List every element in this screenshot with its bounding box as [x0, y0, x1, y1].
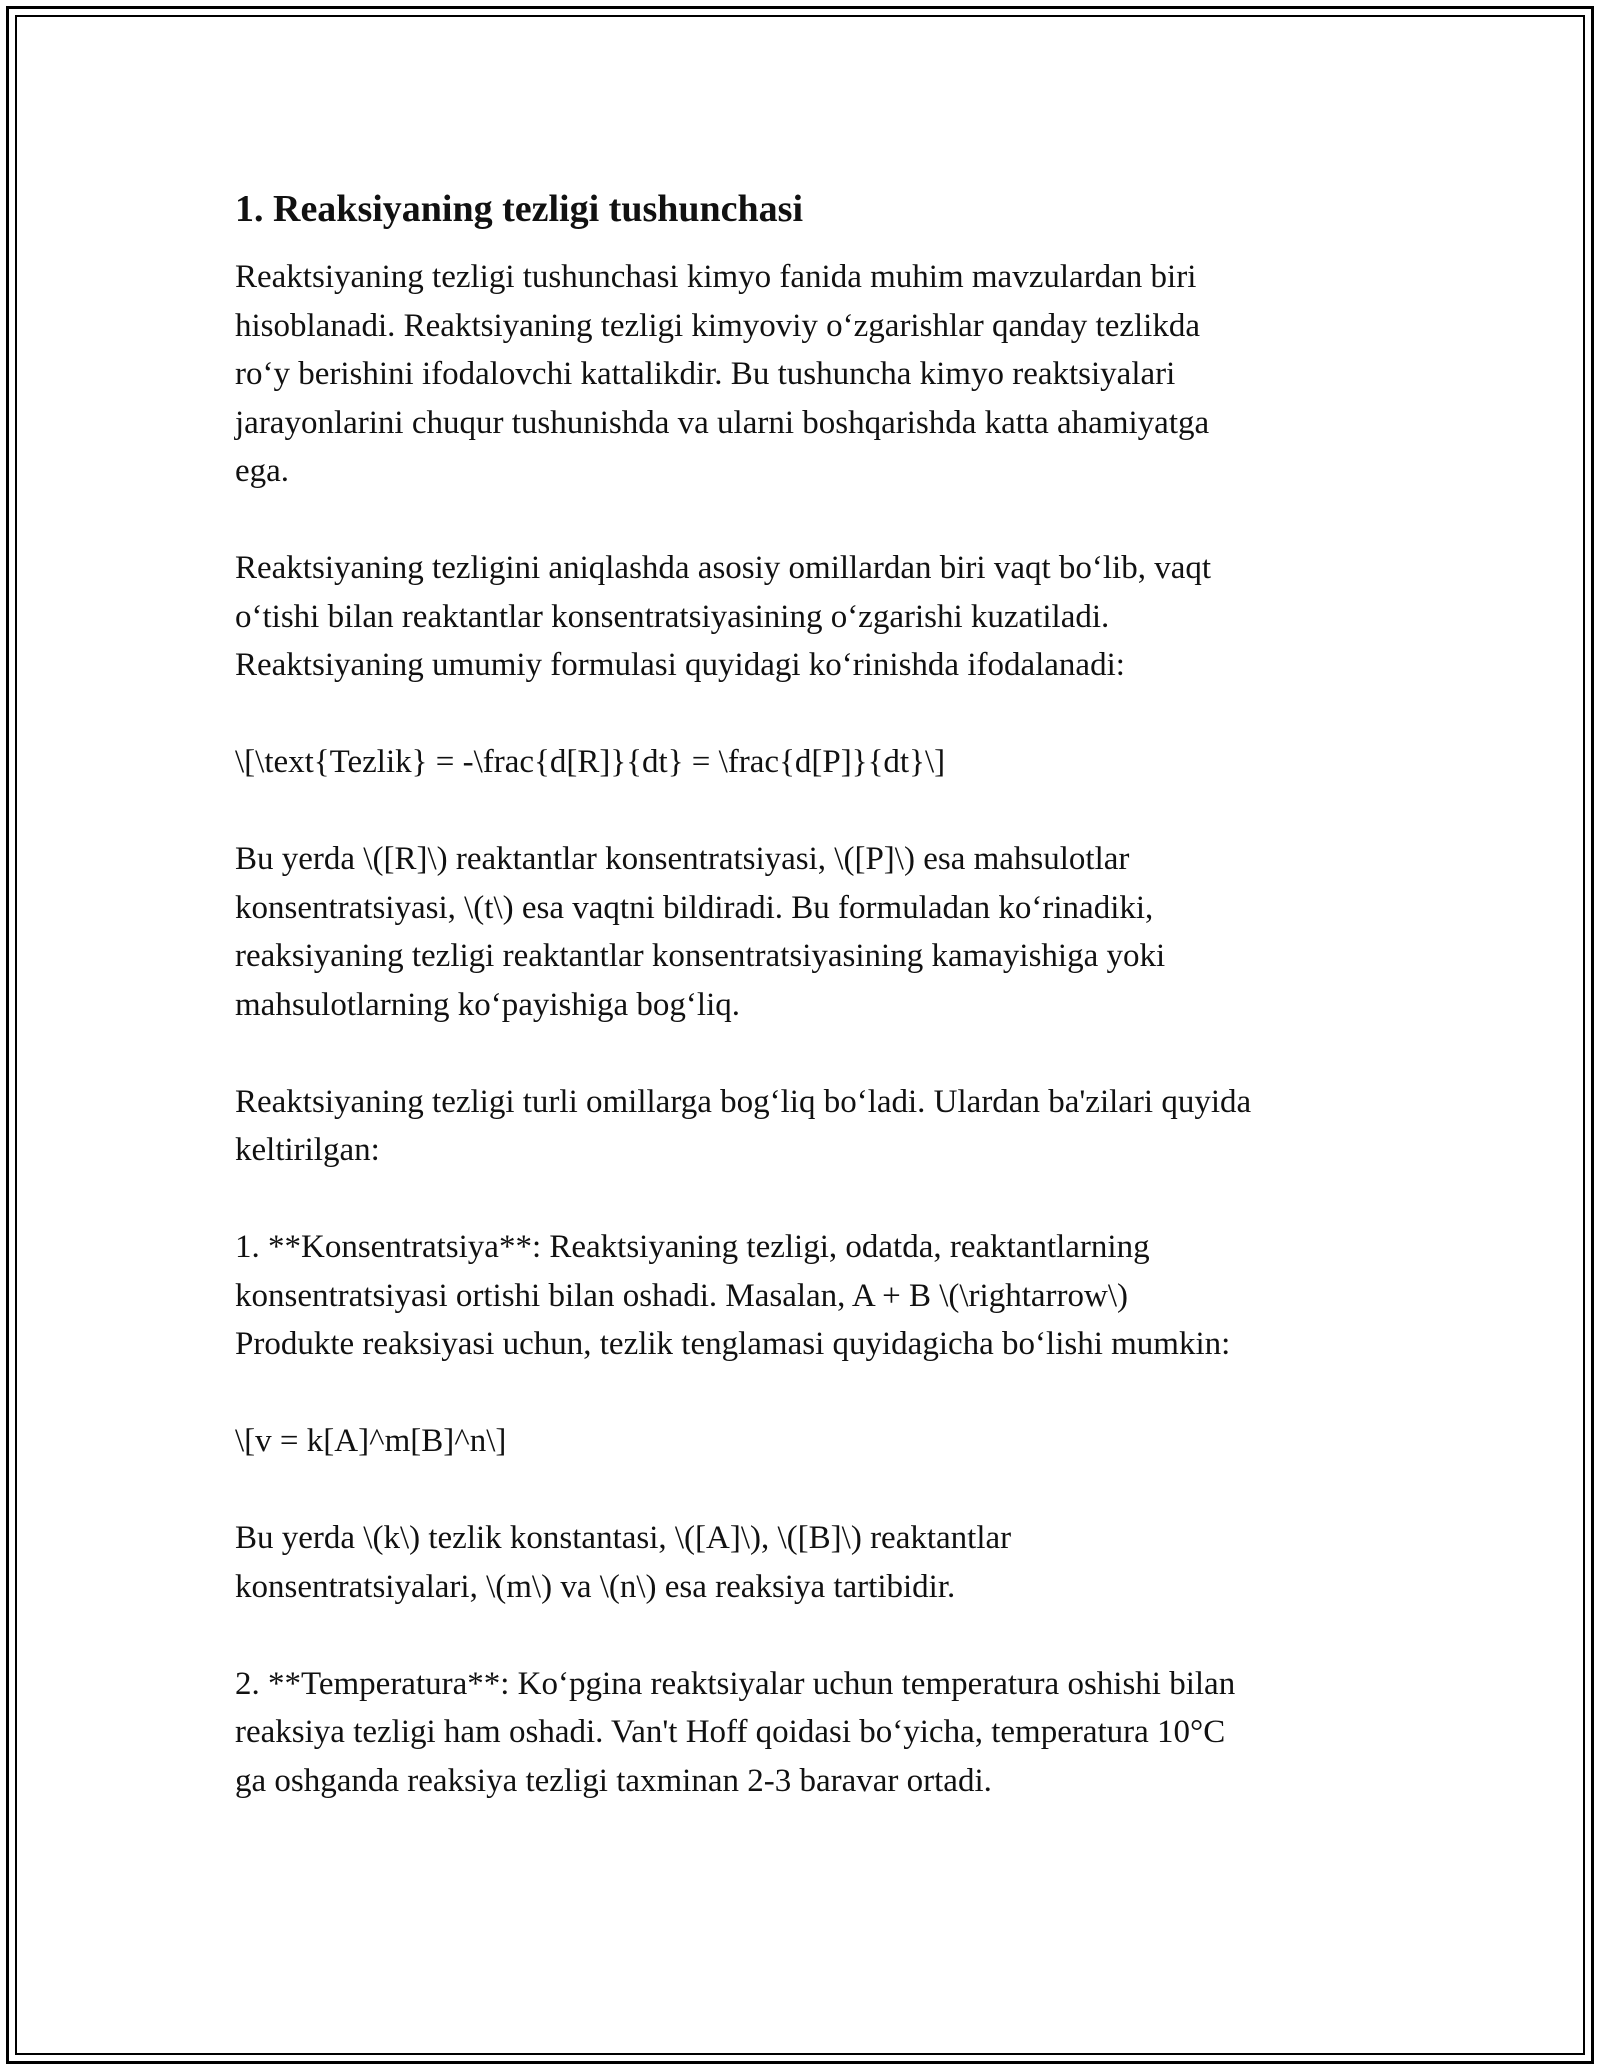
- document-body: [235, 185, 1385, 1854]
- paragraph-factors-intro: Reaktsiyaning tezligi turli omillarga bog‘liq bo‘ladi. Ulardan ba'zilari quyida keltirilgan:: [235, 1083, 1252, 1168]
- list-item-temperature: 2. **Temperatura**: Ko‘pgina reaktsiyalar uchun temperatura oshishi bilan reaksiya tezligi ham oshadi. Van't Hoff qoidasi bo‘yicha, temperatura 10°C ga oshganda reaksiya tezligi taxminan 2-3 baravar ortadi.: [235, 1665, 1236, 1799]
- list-item-concentration: 1. **Konsentratsiya**: Reaktsiyaning tezligi, odatda, reaktantlarning konsentratsiyasi ortishi bilan oshadi. Masalan, A + B \(\rightarrow\) Produkte reaksiyasi uchun, tezlik tenglamasi quyidagicha bo‘lishi mumkin:: [235, 1229, 1231, 1362]
- paragraph-intro: Reaktsiyaning tezligi tushunchasi kimyo fanida muhim mavzulardan biri hisoblanadi. Reaktsiyaning tezligi kimyoviy o‘zgarishlar qanday tezlikda ro‘y berishini ifodalovchi kattalikdir. Bu tushuncha kimyo reaktsiyalari jarayonlarini chuqur tushunishda va ularni boshqarishda katta ahamiyatga ega.: [235, 259, 1210, 489]
- paragraph-rate-law-explanation: Bu yerda \(k\) tezlik konstantasi, \([A]\), \([B]\) reaktantlar konsentratsiyalari, \(m\) va \(n\) esa reaksiya tartibidir.: [235, 1520, 1012, 1605]
- paragraph-formula-explanation: Bu yerda \([R]\) reaktantlar konsentratsiyasi, \([P]\) esa mahsulotlar konsentratsiyasi, \(t\) esa vaqtni bildiradi. Bu formuladan ko‘rinadiki, reaksiyaning tezligi reaktantlar konsentratsiyasining kamayishiga yoki mahsulotlarning ko‘payishiga bog‘liq.: [235, 841, 1166, 1023]
- section-heading: 1. Reaksiyaning tezligi tushunchasi: [235, 188, 803, 230]
- formula-rate: \[\text{Tezlik} = -\frac{d[R]}{dt} = \frac{d[P]}{dt}\]: [235, 744, 946, 780]
- formula-rate-law: \[v = k[A]^m[B]^n\]: [235, 1423, 507, 1459]
- paragraph-time-factor: Reaktsiyaning tezligini aniqlashda asosiy omillardan biri vaqt bo‘lib, vaqt o‘tishi bilan reaktantlar konsentratsiyasining o‘zgarishi kuzatiladi. Reaktsiyaning umumiy formulasi quyidagi ko‘rinishda ifodalanadi:: [235, 550, 1212, 683]
